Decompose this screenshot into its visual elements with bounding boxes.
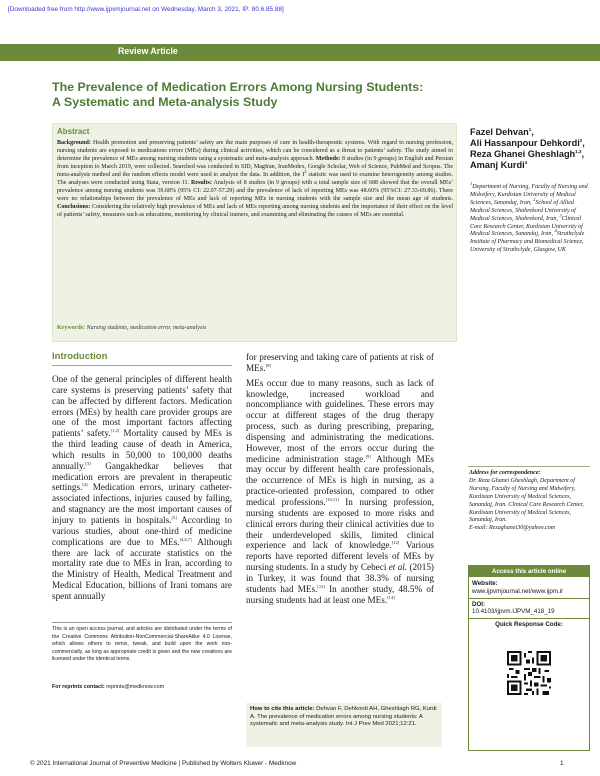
cite-text: Dehvan F, Dehkordi AH, Gheshlagh RG, Kurdi A. The prevalence of medication errors among nursing students: A systematic and meta-analysis study. Int J Prev Med 2021;12:21. (250, 706, 437, 728)
citation: [12] (391, 540, 400, 546)
citation: [14] (387, 594, 395, 600)
access-heading: Access this article online (469, 566, 589, 577)
abstract-heading: Abstract (57, 127, 90, 136)
title-line-2: A Systematic and Meta-analysis Study (52, 95, 278, 109)
results-text: Analysis of 8 studies (in 9 groups) with a total sample size of 688 showed that the overall MEs’ prevalence among nursing students was 39.68% (95% CI: 22.07-57.29) and the prevalence of lack of reporting MEs was 48.60% (95%CI: 27.33-69.86). There were no relationships between the prevalence of MEs and lack of reporting MEs in nursing students with the sample size and the mean age of students. (57, 180, 453, 203)
paragraph: MEs occur due to many reasons, such as lack of knowledge, increased workload and noncompliance with guidelines. These errors may occur at different stages of the drug therapy process, such as during prescribing, preparing, dispensing and administrating the medications. However, most of the errors occur during the medicine administration stage.[9] Although MEs may occur by different health care professionals, the occurrence of MEs is high in nursing, as a practice-oriented profession, compared to other medical professions.[10,11] In nursing profession, nursing students are exposed to more risks and clinical errors during their clinical activities due to their underdeveloped skills, limited clinical experience and lack of knowledge.[12] Various reports have reported different levels of MEs by nursing students. In a study by Cebeci et al. (2015) in Turkey, it was found that 38.3% of nursing students had MEs.[13] In another study, 48.5% of nursing students had at least one MEs.[14] (246, 377, 435, 605)
correspondence-heading: Address for correspondence: (469, 470, 541, 476)
body-column-2 (246, 352, 434, 609)
citation: [13] (317, 583, 325, 589)
introduction-rule (52, 365, 232, 366)
body-column-1: One of the general principles of different health care systems is preserving patients’ safety that can be affected by different factors. Medication errors (MEs) by health care provider groups are one of the most important factors affecting patients’ safety.[1,2] Mortality caused by MEs is the third leading cause of death in America, which results in 50,000 to 100,000 deaths annually.[3] Gangakhedkar believes that medication errors are prevalent in therapeutic settings.[4] Medication errors, urinary catheter-associated infections, injuries caused by falling, and stagnancy are the most important causes of injury to patients in hospitals.[5] According to various studies, about one-third of medicine complications are due to MEs.[4,6,7] Although there are lack of accurate statistics on the mortality rate due to MEs in Iran, according to the Ministry of Health, Medical Treatment and Medical Education, billions of Irani tomans are spent annually (52, 374, 233, 601)
doi-label: DOI: (472, 600, 486, 608)
keywords-text: Nursing students, medication error, meta-analysis (85, 325, 207, 331)
affiliations: $^1$Department of Nursing, Faculty of Nursing and Midwifery, Kurdistan University of Medical Sciences, Sanandaj, Iran, $^2$School of Allied Medical Sciences, Shahrekord University of Medical Sciences, Shahrekord, Iran, $^3$Clinical Care Research Center, Kurdistan University of Medical Sciences, Sanandaj, Iran, $^4$Strathclyde Institute of Pharmacy and Biomedical Science, University of Strathclyde, Glasgow, UK (470, 181, 588, 254)
methods-text-2: statistic was used to examine heterogeneity among studies. The analyses were conducted using Stata, version 11. (57, 172, 454, 187)
conclusions-text: Considering the relatively high prevalence of MEs and lack of MEs reporting among nursing students and the importance of their effect on the level of patients’ safety, measures such as educations, monitoring by clinical trainers, and examining and eliminating the causes of MEs are essential. (57, 204, 453, 219)
qr-code-icon[interactable] (507, 651, 551, 695)
methods-text: 8 studies (in 9 groups) in English and Persian from inception to March 2019, were collected. Searched was conducted in SID, MagIran, IranMedex, Google Scholar, Web of Science, PubMed and Scopus. The meta-analysis method and the random effects model were used to analyze the data. In addition, the I (57, 156, 453, 179)
author: Ali Hassanpour Dehkordi$^2$, (470, 137, 585, 148)
conclusions-label: Conclusions: (57, 204, 91, 211)
reprints-contact: For reprints contact: reprints@medknow.com (52, 684, 165, 690)
author: Reza Ghanei Gheshlagh$^{1,3}$, (470, 148, 584, 159)
title-line-1: The Prevalence of Medication Errors Among Nursing Students: (52, 80, 424, 94)
author-list (470, 127, 590, 171)
doi-link[interactable]: 10.4103/ijpvm.IJPVM_418_19 (472, 608, 555, 616)
citation: [1,2] (110, 428, 120, 434)
page-number: 1 (560, 760, 564, 767)
introduction-heading: Introduction (52, 351, 108, 362)
keywords (57, 325, 453, 331)
methods-label: Methods: (314, 156, 341, 163)
license-note: This is an open access journal, and articles are distributed under the terms of the Creative Commons Attribution-NonCommercial-ShareAlike 4.0 License, which allows others to remix, tweak, and build upon the work non-commercially, as long as appropriate credit is given and the new creations are licensed under the identical terms. (52, 622, 232, 664)
paragraph: for preserving and taking care of patients at risk of MEs.[8] (246, 352, 434, 373)
footer-copyright: © 2021 International Journal of Preventive Medicine | Published by Wolters Kluwer - Medknow (30, 760, 297, 767)
citation: [4,6,7] (179, 536, 192, 542)
keywords-label: Keywords: (57, 325, 85, 331)
article-title (52, 80, 572, 110)
citation: [8] (265, 362, 271, 368)
background-text: Health promotion and preserving patients’ safety are the main purposes of care in health-therapeutic systems. With regard to nursing profession, nursing students are exposed to medications errors (MEs) during clinical activities, which can be considered as a threat to patients’ safety. The study aimed to determine the prevalence of MEs among nursing students using a systematic and meta-analysis approach. (57, 140, 453, 163)
download-note: [Downloaded free from http://www.ijpvmjournal.net on Wednesday, March 3, 2021, IP: 80.6.85.88] (8, 6, 284, 13)
qr-label: Quick Response Code: (495, 621, 563, 629)
methods-superscript: 2 (304, 169, 307, 175)
citation: [3] (85, 460, 91, 466)
section-label: Review Article (118, 46, 178, 56)
correspondence-rule (468, 466, 590, 467)
results-label: Results: (189, 180, 212, 187)
citation: [9] (365, 453, 371, 459)
author: Fazel Dehvan$^1$, (470, 126, 534, 137)
how-to-cite-box (246, 703, 442, 747)
section-banner (0, 44, 600, 61)
abstract-body (57, 139, 453, 219)
citation: [10,11] (325, 496, 339, 502)
author: Amanj Kurdi$^4$ (470, 159, 528, 170)
correspondence-email[interactable]: E-mail: Rezaghanei30@yahoo.com (469, 525, 556, 532)
access-details (472, 580, 586, 629)
website-link[interactable]: www.ijpvmjournal.net/www.ijpm.ir (472, 587, 564, 595)
citation: [4] (82, 482, 88, 488)
citation: [5] (171, 514, 177, 520)
background-label: Background: (57, 140, 91, 146)
correspondence: Address for correspondence: Dr. Reza Ghanei Gheshlagh, Department of Nursing, Faculty of Nursing and Midwifery, Kurdistan University of Medical Sciences, Sanandaj, Iran. Clinical Care Research Center, Kurdistan University of Medical Sciences, Sanandaj, Iran. E-mail: Rezaghanei30@yahoo.com (469, 470, 589, 533)
website-label: Website: (472, 580, 498, 587)
cite-label: How to cite this article: (250, 706, 315, 712)
